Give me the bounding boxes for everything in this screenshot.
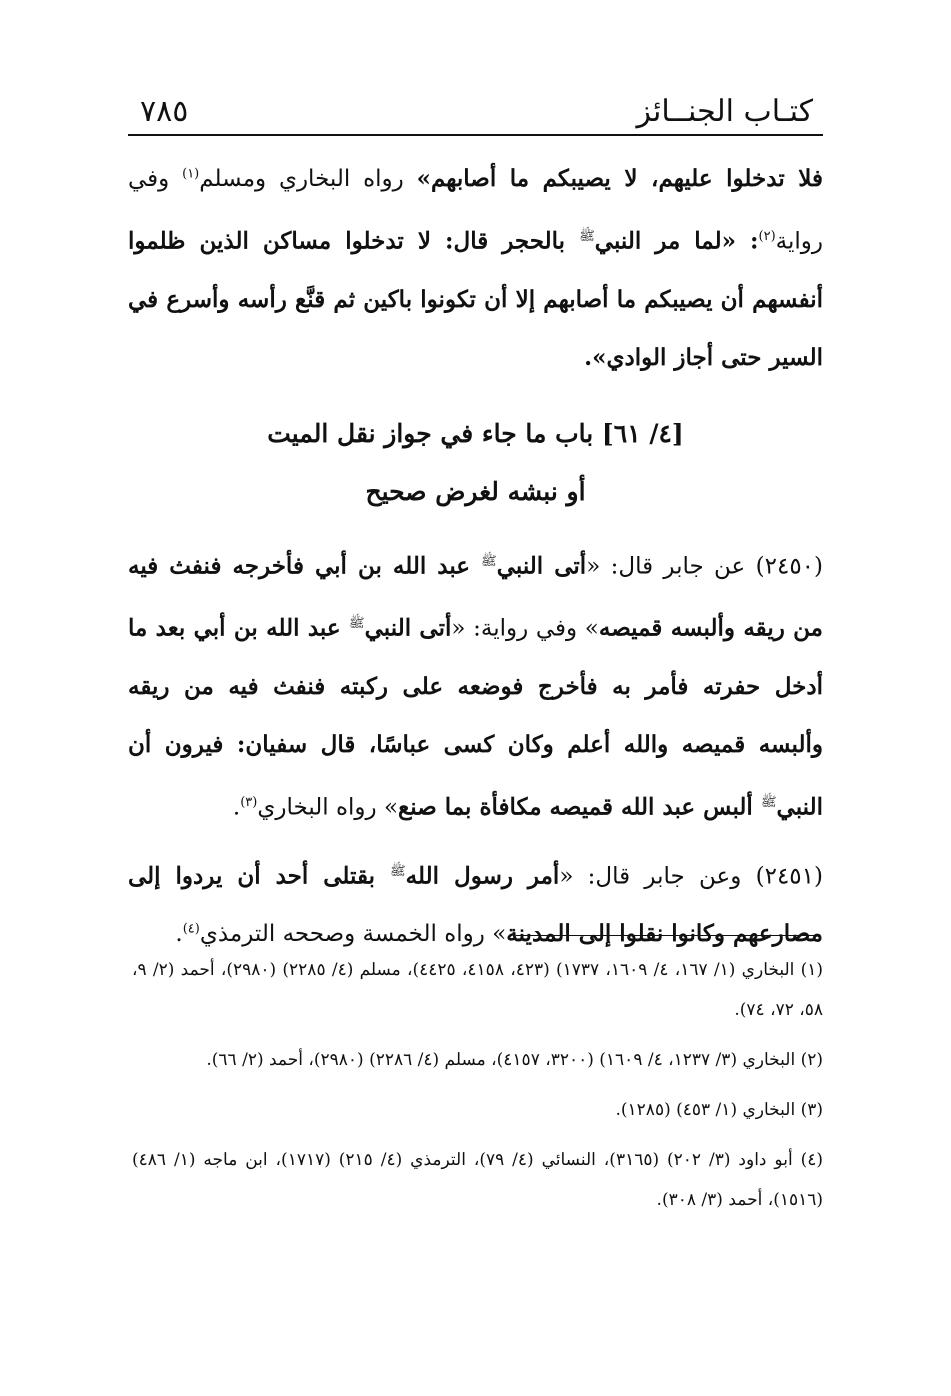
chapter-heading-line-1: [٤/ ٦١] باب ما جاء في جواز نقل الميت <box>267 418 684 448</box>
footnote-1: (١) البخاري (١/ ١٦٧، ٤/ ١٦٠٩، ١٧٣٧) (٤٢٣، ٤١٥٨، ٤٤٢٥)، مسلم (٤/ ٢٢٨٥) (٢٩٨٠)، أحمد (٢/ ٩، ٥٨، ٧٢، ٧٤). <box>132 960 824 1020</box>
text-span: بقتلى أحد أن يردوا إلى مصارعهم وكانوا نقلوا إلى المدينة <box>128 862 823 948</box>
footnotes <box>132 950 823 1220</box>
running-title: كتـاب الجنــائز <box>636 94 813 129</box>
salawat-symbol: ﷺ <box>348 616 365 632</box>
main-text <box>128 150 823 963</box>
text-span: » رواه الخمسة وصححه الترمذي <box>199 921 507 948</box>
text-span: بالحجر قال: لا تدخلوا مساكن الذين ظلموا أنفسهم أن يصيبكم ما أصابهم إلا أن تكونوا باكين ثم قنَّع رأسه وأسرع في السير حتى أجاز الوادي». <box>128 227 823 371</box>
text-span: أمر رسول الله <box>405 862 560 890</box>
text-span: وعن جابر قال: « <box>559 863 756 890</box>
text-span: أتى النبي <box>364 614 452 642</box>
header-rule <box>128 134 823 136</box>
page-header <box>128 92 823 136</box>
chapter-heading <box>128 405 823 521</box>
text-span: فلا تدخلوا عليهم، لا يصيبكم ما أصابهم» <box>416 165 823 192</box>
text-span: ألبس عبد الله قميصه مكافأة بما صنع <box>398 793 761 821</box>
chapter-heading-line-2: أو نبشه لغرض صحيح <box>365 476 586 506</box>
text-span: » وفي رواية: « <box>451 615 599 642</box>
salawat-symbol: ﷺ <box>389 863 406 879</box>
text-span: رواه البخاري ومسلم <box>199 166 417 192</box>
footnote-ref: (٤) <box>182 921 200 937</box>
footnote-ref: (٣) <box>240 794 258 810</box>
footnote-ref: (١) <box>182 166 200 182</box>
salawat-symbol: ﷺ <box>481 553 497 569</box>
text-span: . <box>232 794 241 821</box>
paragraph-hadith-2450 <box>128 533 823 837</box>
footnote-4: (٤) أبو داود (٣/ ٢٠٢) (٣١٦٥)، النسائي (٤/ ٧٩)، الترمذي (٤/ ٢١٥) (١٧١٧)، ابن ماجه (١/ ٤٨٦) (١٥١٦)، أحمد (٣/ ٣٠٨). <box>132 1150 824 1210</box>
footnote-ref: (٢) <box>758 229 776 244</box>
hadith-number: (٢٤٥٠) <box>755 553 824 580</box>
text-span: عبد الله بن أبي بعد ما أدخل حفرته فأمر به فأخرج فوضعه على ركبته فنفث فيه من ريقه وألبسه قميصه والله أعلم وكان كسى عباسًا، قال سفيان: فيرون أن النبي <box>128 614 823 821</box>
page-number: ٧٨٥ <box>140 94 189 129</box>
paragraph-hadith-2451 <box>128 843 823 964</box>
hadith-number: (٢٤٥١) <box>755 863 823 890</box>
text-span: وفي رواية <box>128 166 823 255</box>
footnote-separator <box>516 935 816 936</box>
text-span: » رواه البخاري <box>257 794 399 821</box>
text-span: : «لما مر النبي <box>594 227 759 255</box>
footnote-3: (٣) البخاري (١/ ٤٥٣) (١٢٨٥). <box>615 1100 823 1120</box>
footnote-2: (٢) البخاري (٣/ ١٢٣٧، ٤/ ١٦٠٩) (٣٢٠٠، ٤١٥٧)، مسلم (٤/ ٢٢٨٦) (٢٩٨٠)، أحمد (٢/ ٦٦). <box>206 1050 823 1070</box>
text-span: عبد الله بن أبي فأخرجه فنفث فيه من ريقه وألبسه قميصه <box>128 552 823 642</box>
paragraph-hadith-continuation <box>128 150 823 387</box>
text-span: أتى النبي <box>496 552 587 580</box>
text-span: . <box>175 921 183 948</box>
text-span: عن جابر قال: « <box>586 553 756 580</box>
salawat-symbol: ﷺ <box>760 794 777 810</box>
salawat-symbol: ﷺ <box>579 229 595 244</box>
